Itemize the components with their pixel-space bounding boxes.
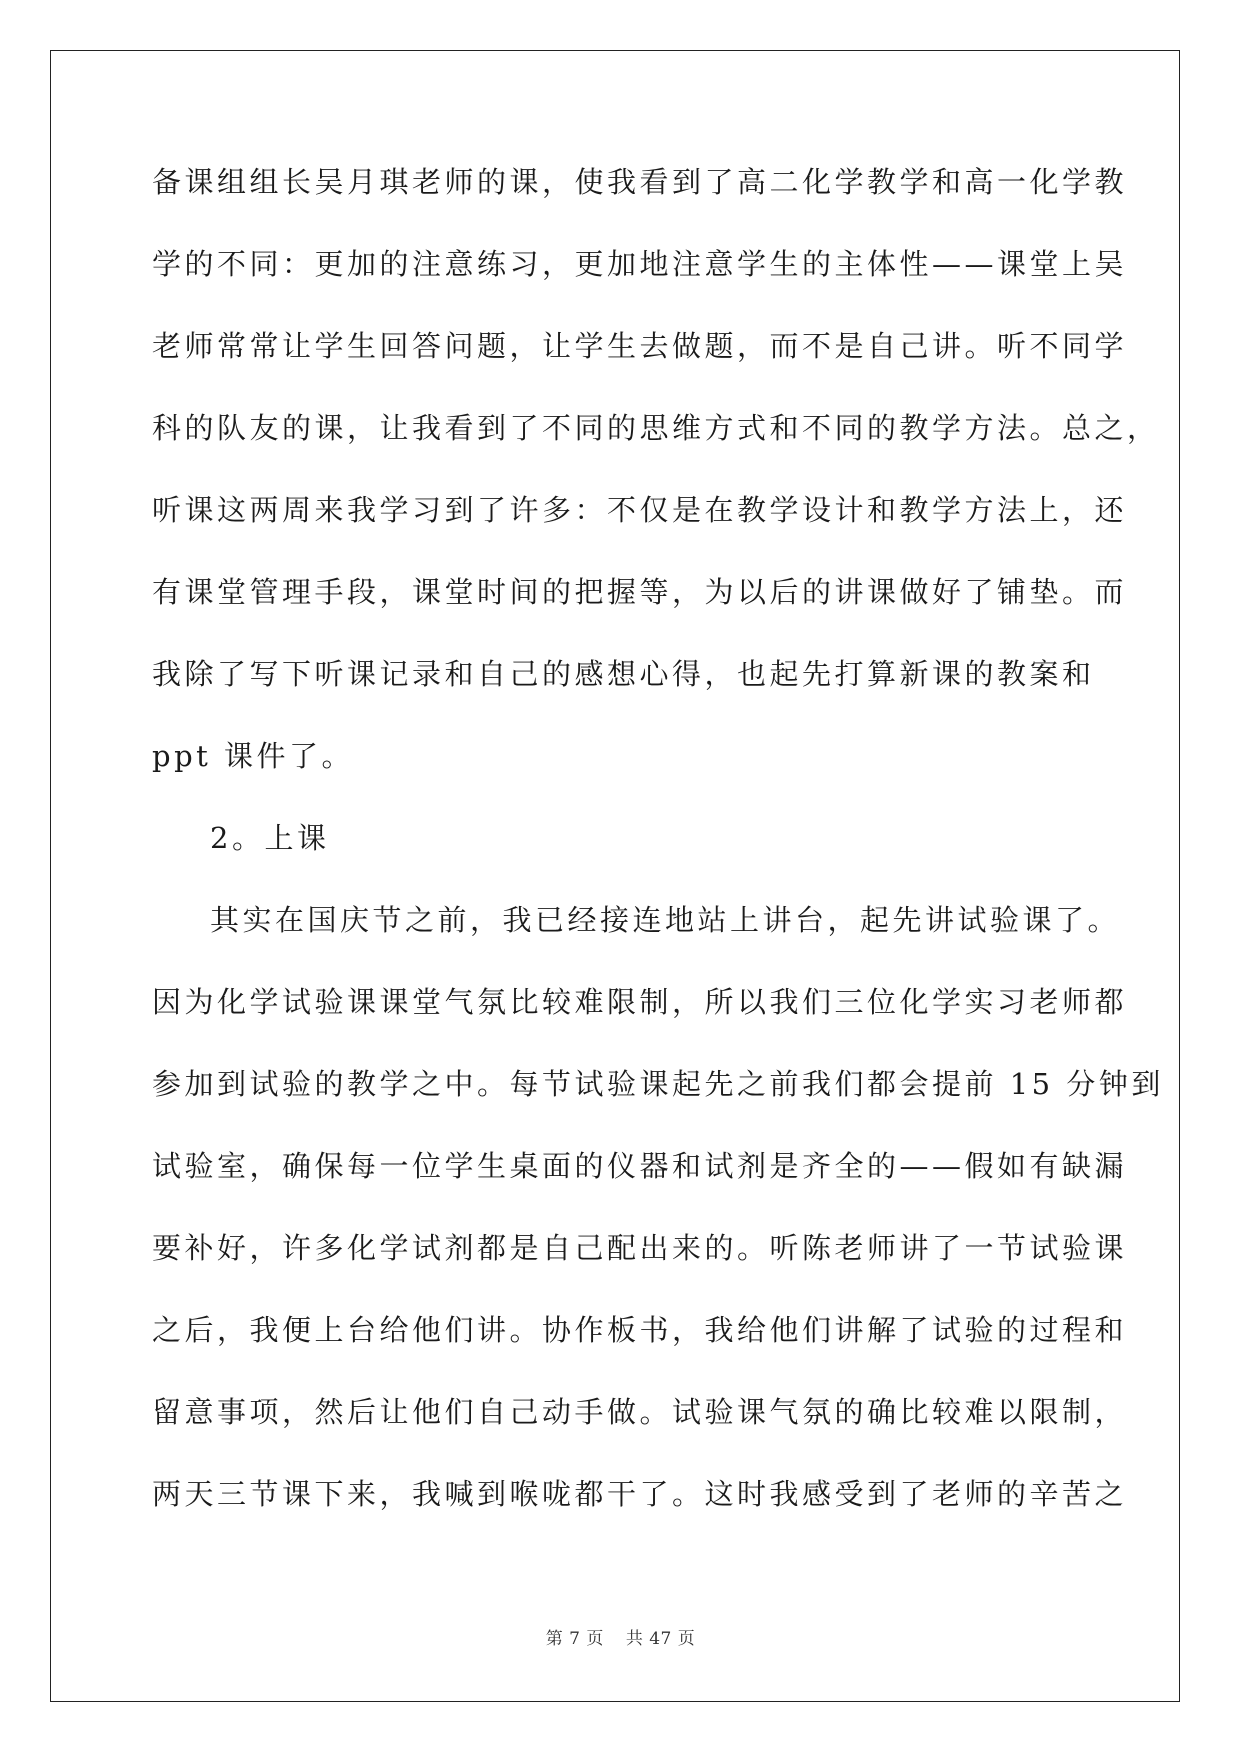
body-line: 要补好，许多化学试剂都是自己配出来的。听陈老师讲了一节试验课 <box>152 1231 1128 1265</box>
body-line: 其实在国庆节之前，我已经接连地站上讲台，起先讲试验课了。 <box>210 903 1121 937</box>
body-line: 我除了写下听课记录和自己的感想心得，也起先打算新课的教案和 <box>152 657 1095 691</box>
body-line: 科的队友的课，让我看到了不同的思维方式和不同的教学方法。总之， <box>152 411 1160 445</box>
body-line: 留意事项，然后让他们自己动手做。试验课气氛的确比较难以限制， <box>152 1395 1128 1429</box>
body-line: 因为化学试验课课堂气氛比较难限制，所以我们三位化学实习老师都 <box>152 985 1128 1019</box>
page-number: 第 7 页 <box>545 1629 604 1649</box>
body-line: 两天三节课下来，我喊到喉咙都干了。这时我感受到了老师的辛苦之 <box>152 1477 1128 1511</box>
body-line: 学的不同：更加的注意练习，更加地注意学生的主体性——课堂上吴 <box>152 247 1128 281</box>
body-line: 备课组组长吴月琪老师的课，使我看到了高二化学教学和高一化学教 <box>152 165 1128 199</box>
page-footer <box>0 1624 1241 1649</box>
body-line: 有课堂管理手段，课堂时间的把握等，为以后的讲课做好了铺垫。而 <box>152 575 1128 609</box>
body-line: 老师常常让学生回答问题，让学生去做题，而不是自己讲。听不同学 <box>152 329 1128 363</box>
document-body <box>152 164 1164 1558</box>
body-line: 之后，我便上台给他们讲。协作板书，我给他们讲解了试验的过程和 <box>152 1313 1128 1347</box>
body-line: 试验室，确保每一位学生桌面的仪器和试剂是齐全的——假如有缺漏 <box>152 1149 1128 1183</box>
body-line: 听课这两周来我学习到了许多：不仅是在教学设计和教学方法上，还 <box>152 493 1128 527</box>
body-line: ppt 课件了。 <box>152 739 355 773</box>
body-line: 参加到试验的教学之中。每节试验课起先之前我们都会提前 15 分钟到 <box>152 1067 1164 1101</box>
section-heading: 2。上课 <box>210 821 330 855</box>
page-total: 共 47 页 <box>625 1629 696 1649</box>
